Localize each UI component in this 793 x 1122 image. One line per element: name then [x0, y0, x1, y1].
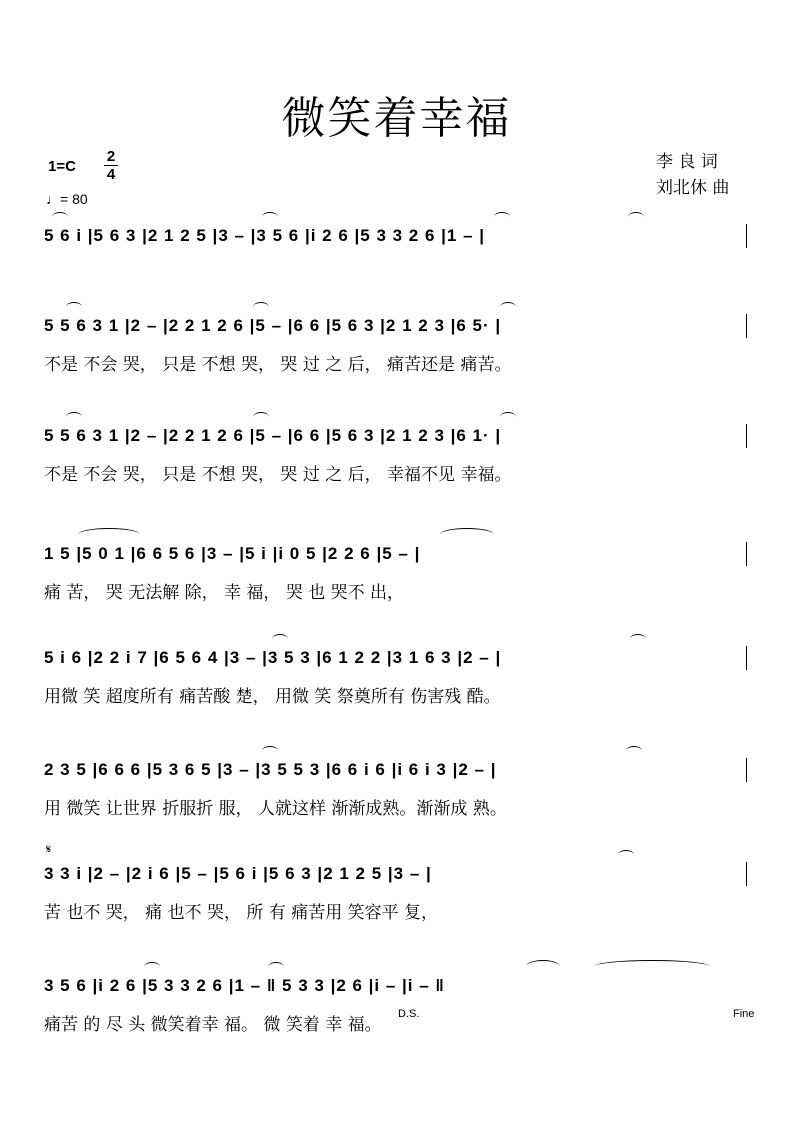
tempo-marking — [46, 191, 88, 207]
lyric-line: 苦 也不 哭， 痛 也不 哭， 所 有 痛苦用 笑容平 复， — [44, 903, 439, 923]
lyric-line: 痛 苦， 哭 无法解 除， 幸 福， 哭 也 哭不 出， — [44, 583, 405, 603]
notation-line: 1 5 |5 0 1 |6 6 5 6 |3 – |5 i |i 0 5 |2 2 6 |5 – | — [44, 544, 421, 563]
key-signature: 1=C — [48, 158, 76, 175]
slur-mark — [626, 746, 642, 756]
barline — [746, 758, 747, 782]
slur-mark — [66, 412, 82, 422]
page-title: 微笑着幸福 — [281, 93, 512, 144]
quarter-note-icon: ♩ — [46, 191, 60, 207]
slur-mark — [500, 302, 516, 312]
time-signature — [104, 149, 118, 182]
time-top: 2 — [106, 148, 116, 165]
slur-mark — [144, 962, 160, 972]
slur-mark — [262, 746, 278, 756]
slur-mark — [262, 212, 278, 222]
barline — [746, 314, 747, 338]
notation-line: 2 3 5 |6 6 6 |5 3 6 5 |3 – |3 5 5 3 |6 6 i 6 |i 6 i 3 |2 – | — [44, 760, 497, 779]
lyricist-credit: 李 良 词 — [656, 152, 718, 172]
barline — [746, 862, 747, 886]
barline — [746, 424, 747, 448]
tie-mark — [594, 960, 710, 973]
slur-mark — [628, 212, 644, 222]
notation-line: 5 5 6 3 1 |2 – |2 2 1 2 6 |5 – |6 6 |5 6 3 |2 1 2 3 |6 5· | — [44, 316, 502, 335]
tie-mark — [526, 960, 560, 973]
ds-marking: D.S. — [398, 1008, 420, 1020]
barline — [746, 224, 747, 248]
slur-mark — [52, 212, 68, 222]
notation-line: 5 5 6 3 1 |2 – |2 2 1 2 6 |5 – |6 6 |5 6 3 |2 1 2 3 |6 1· | — [44, 426, 502, 445]
time-bottom: 4 — [106, 166, 116, 183]
lyric-line: 用微 笑 超度所有 痛苦酸 楚， 用微 笑 祭奠所有 伤害残 酷。 — [44, 687, 501, 707]
slur-mark — [272, 634, 288, 644]
fine-marking: Fine — [733, 1008, 755, 1020]
tie-mark — [440, 528, 494, 541]
slur-mark — [494, 212, 510, 222]
slur-mark — [253, 302, 269, 312]
slur-mark — [500, 412, 516, 422]
lyric-line: 不是 不会 哭， 只是 不想 哭， 哭 过 之 后， 幸福不见 幸福。 — [44, 465, 512, 485]
slur-mark — [268, 962, 284, 972]
barline — [746, 646, 747, 670]
composer-credit: 刘北休 曲 — [656, 178, 730, 198]
slur-mark — [66, 302, 82, 312]
segno-sign: 𝄋 — [46, 842, 52, 856]
slur-mark — [630, 634, 646, 644]
lyric-line: 不是 不会 哭， 只是 不想 哭， 哭 过 之 后， 痛苦还是 痛苦。 — [44, 355, 512, 375]
tie-mark — [78, 528, 140, 541]
notation-line: 3 3 i |2 – |2 i 6 |5 – |5 6 i |5 6 3 |2 1 2 5 |3 – | — [44, 864, 432, 883]
slur-mark — [618, 850, 634, 860]
notation-line: 5 i 6 |2 2 i 7 |6 5 6 4 |3 – |3 5 3 |6 1 2 2 |3 1 6 3 |2 – | — [44, 648, 502, 667]
lyric-line: 痛苦 的 尽 头 微笑着幸 福。 微 笑着 幸 福。 — [44, 1015, 382, 1035]
lyric-line: 用 微笑 让世界 折服折 服， 人就这样 渐渐成熟。渐渐成 熟。 — [44, 799, 507, 819]
barline — [746, 542, 747, 566]
notation-line: 3 5 6 |i 2 6 |5 3 3 2 6 |1 – ‖ 5 3 3 |2 6 |i – |i – ‖ — [44, 976, 445, 995]
tempo-value: = 80 — [60, 191, 88, 207]
slur-mark — [253, 412, 269, 422]
notation-line: 5 6 i |5 6 3 |2 1 2 5 |3 – |3 5 6 |i 2 6 |5 3 3 2 6 |1 – | — [44, 226, 486, 245]
